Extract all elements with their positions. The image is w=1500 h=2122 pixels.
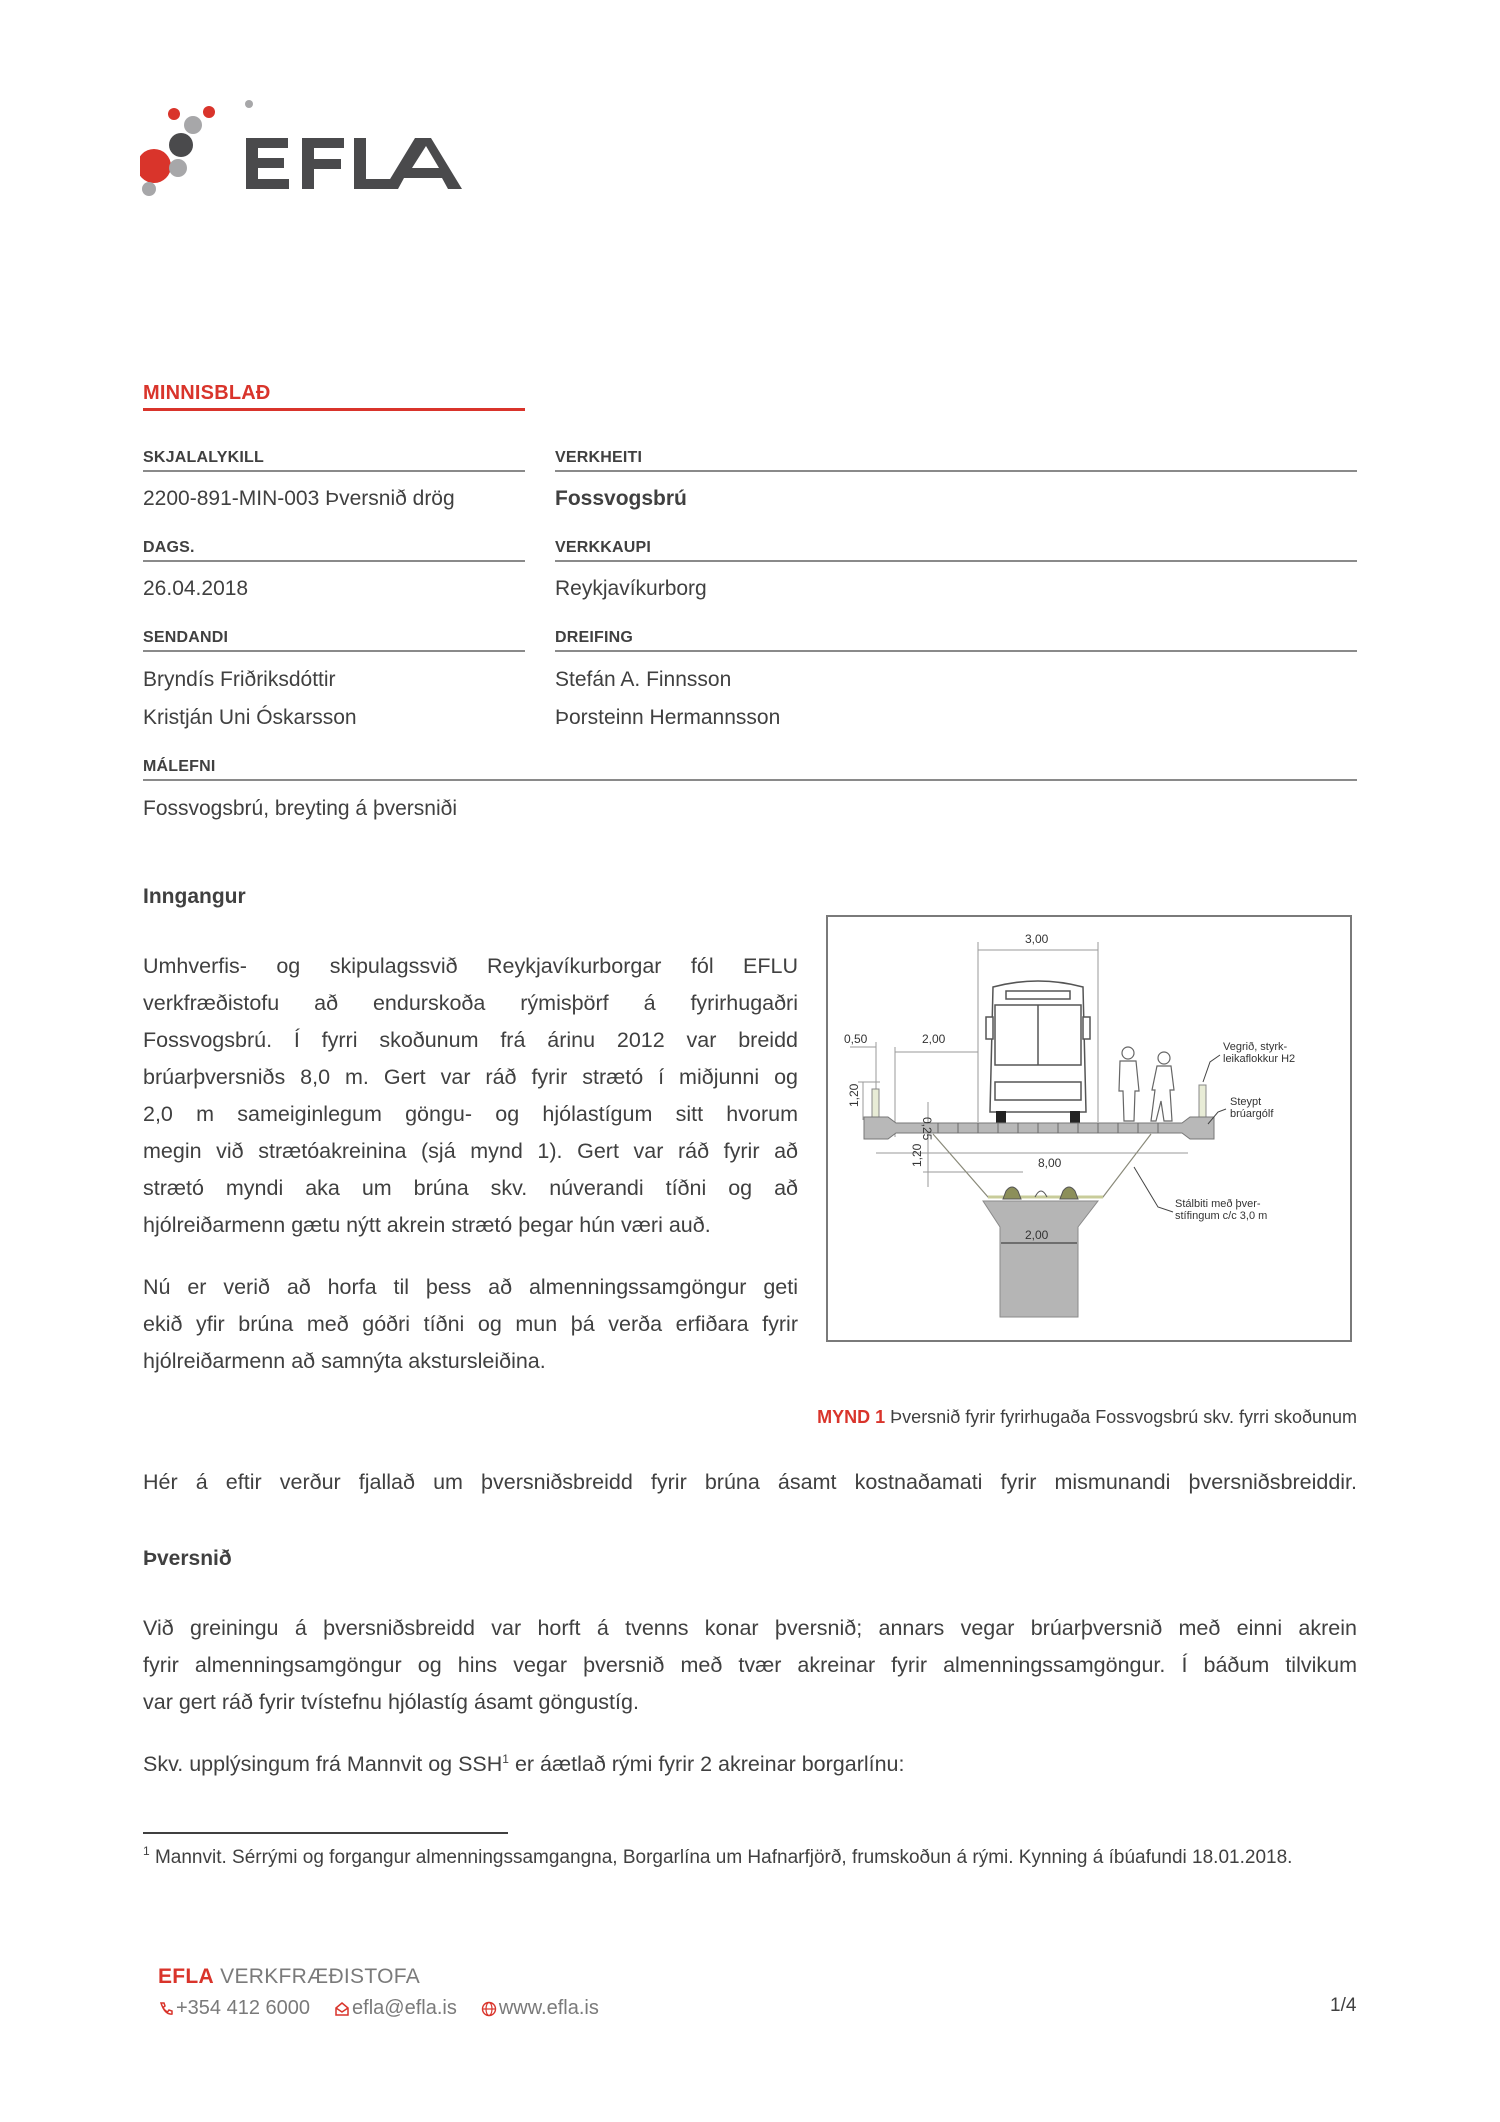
dim-pier-width: 2,00	[1025, 1228, 1049, 1242]
dim-path: 2,00	[922, 1032, 946, 1046]
field-value-verkkaupi: Reykjavíkurborg	[555, 577, 707, 600]
annotation-beam: Stálbiti með þver-	[1175, 1198, 1261, 1210]
annotation-deck: Steypt	[1230, 1096, 1262, 1108]
field-value-verkheiti: Fossvogsbrú	[555, 487, 687, 510]
text-span: er áætlað rými fyrir 2 akreinar borgarlínu:	[508, 1752, 905, 1776]
text-line: 2,0 m sameiginlegum göngu- og hjólastígum sitt hvorum	[143, 1102, 798, 1126]
bridge-cross-section-diagram	[828, 917, 1350, 1340]
footnote-text: Mannvit. Sérrými og forgangur almenningssamgangna, Borgarlína um Hafnarfjörð, frumskoðun á rými. Kynning á íbúafundi 18.01.2018.	[149, 1847, 1293, 1868]
field-label-verkheiti: VERKHEITI	[555, 449, 643, 466]
footer-contact	[158, 1997, 599, 2020]
dim-edge: 0,50	[844, 1032, 868, 1046]
text-line: verkfræðistofu að endurskoða rýmisþörf á fyrirhugaðri	[143, 991, 798, 1015]
text-line: strætó myndi aka um brúna skv. núverandi tíðni og að	[143, 1176, 798, 1200]
memo-title: MINNISBLAÐ	[143, 382, 271, 404]
field-rule	[143, 470, 525, 472]
footer-brand	[158, 1965, 420, 1989]
text-line: var gert ráð fyrir tvístefnu hjólastíg ásamt göngustíg.	[143, 1690, 639, 1714]
figure-bridge-cross-section	[826, 915, 1352, 1342]
footnote	[143, 1842, 1357, 1873]
field-value-malefni: Fossvogsbrú, breyting á þversniði	[143, 797, 457, 820]
field-label-verkkaupi: VERKKAUPI	[555, 539, 652, 556]
paragraph-intro-2	[143, 1269, 798, 1380]
globe-icon	[481, 2001, 497, 2017]
text-line: Fossvogsbrú. Í fyrri skoðunum frá árinu 2012 var breidd	[143, 1028, 798, 1052]
footnote-number: 1	[143, 1844, 150, 1858]
field-value-sendandi-2: Kristján Uni Óskarsson	[143, 706, 357, 729]
field-rule	[555, 650, 1357, 652]
field-value-sendandi-1: Bryndís Friðriksdóttir	[143, 668, 336, 691]
field-rule	[555, 560, 1357, 562]
phone-icon	[158, 2001, 174, 2017]
dim-curb: 0,25	[920, 1117, 934, 1141]
field-label-skjalalykill: SKJALALYKILL	[143, 449, 264, 466]
paragraph-intro-3	[143, 1464, 1357, 1501]
text-line: fyrir almenningsamgöngur og hins vegar þversnið með tvær akreinar fyrir almenningssamgöngur. Í báðum tilvikum	[143, 1653, 1357, 1677]
text-span: Skv. upplýsingum frá Mannvit og SSH	[143, 1752, 503, 1776]
annotation-railing: Vegrið, styrk-	[1223, 1041, 1288, 1053]
field-label-malefni: MÁLEFNI	[143, 758, 216, 775]
section-heading-thversnid: Þversnið	[143, 1547, 232, 1570]
text-line: Umhverfis- og skipulagssvið Reykjavíkurborgar fól EFLU	[143, 954, 798, 978]
footer-web-text: www.efla.is	[498, 1997, 599, 2019]
dim-deck-width: 8,00	[1038, 1156, 1062, 1170]
footer-phone[interactable]	[158, 1997, 310, 2020]
paragraph-thversnid-2	[143, 1746, 1357, 1783]
paragraph-thversnid-1	[143, 1610, 1357, 1721]
text-line: hjólreiðarmenn að samnýta akstursleiðina.	[143, 1349, 546, 1373]
text-line: ekið yfir brúna með góðri tíðni og mun þá verða erfiðara fyrir	[143, 1312, 798, 1336]
figure-caption-label: MYND 1	[817, 1407, 886, 1427]
mail-icon	[334, 2001, 350, 2017]
footer-brand-suffix: VERKFRÆÐISTOFA	[214, 1965, 421, 1988]
section-heading-inngangur: Inngangur	[143, 885, 246, 908]
field-value-dreifing-2: Þorsteinn Hermannsson	[555, 706, 781, 729]
field-value-skjalalykill: 2200-891-MIN-003 Þversnið drög	[143, 487, 455, 510]
footer-email-text: efla@efla.is	[352, 1997, 457, 2019]
footer-phone-text: +354 412 6000	[176, 1997, 311, 2019]
paragraph-intro-1	[143, 948, 798, 1244]
field-label-dags: DAGS.	[143, 539, 195, 556]
dim-bus-width: 3,00	[1025, 932, 1049, 946]
footer-web[interactable]	[481, 1997, 599, 2020]
footnote-ref[interactable]: 1	[502, 1752, 509, 1766]
dim-rail-height: 1,20	[847, 1083, 861, 1107]
field-rule	[143, 779, 1357, 781]
dim-depth: 1,20	[910, 1143, 924, 1167]
annotation-railing: leikaflokkur H2	[1223, 1053, 1296, 1065]
text-line: Nú er verið að horfa til þess að almenningssamgöngur geti	[143, 1275, 798, 1299]
annotation-deck: brúargólf	[1230, 1108, 1274, 1120]
field-value-dags: 26.04.2018	[143, 577, 249, 600]
field-label-sendandi: SENDANDI	[143, 629, 229, 646]
text-line: hjólreiðarmenn gætu nýtt akrein strætó þegar hún væri auð.	[143, 1213, 711, 1237]
efla-logo	[140, 96, 480, 206]
footnote-rule	[143, 1832, 508, 1834]
field-rule	[555, 470, 1357, 472]
field-rule	[143, 560, 525, 562]
memo-title-rule	[143, 408, 525, 411]
text-line: brúarþversniðs 8,0 m. Gert var ráð fyrir strætó í miðjunni og	[143, 1065, 798, 1089]
text-line: megin við strætóakreinina (sjá mynd 1). Gert var ráð fyrir að	[143, 1139, 798, 1163]
annotation-beam: stífingum c/c 3,0 m	[1175, 1210, 1268, 1222]
efla-logo-icon	[140, 96, 480, 206]
footer-brand-name: EFLA	[158, 1965, 215, 1988]
field-label-dreifing: DREIFING	[555, 629, 634, 646]
figure-caption	[817, 1407, 1357, 1428]
page-number: 1/4	[1330, 1995, 1357, 2016]
figure-caption-text: Þversnið fyrir fyrirhugaða Fossvogsbrú skv. fyrri skoðunum	[885, 1407, 1357, 1427]
text-line: Hér á eftir verður fjallað um þversniðsbreidd fyrir brúna ásamt kostnaðamati fyrir mismunandi þversniðsbreiddir.	[143, 1470, 1357, 1494]
field-rule	[143, 650, 525, 652]
text-line: Við greiningu á þversniðsbreidd var horft á tvenns konar þversnið; annars vegar brúarþversnið með einni akrein	[143, 1616, 1357, 1640]
footer-email[interactable]	[334, 1997, 457, 2020]
field-value-dreifing-1: Stefán A. Finnsson	[555, 668, 732, 691]
